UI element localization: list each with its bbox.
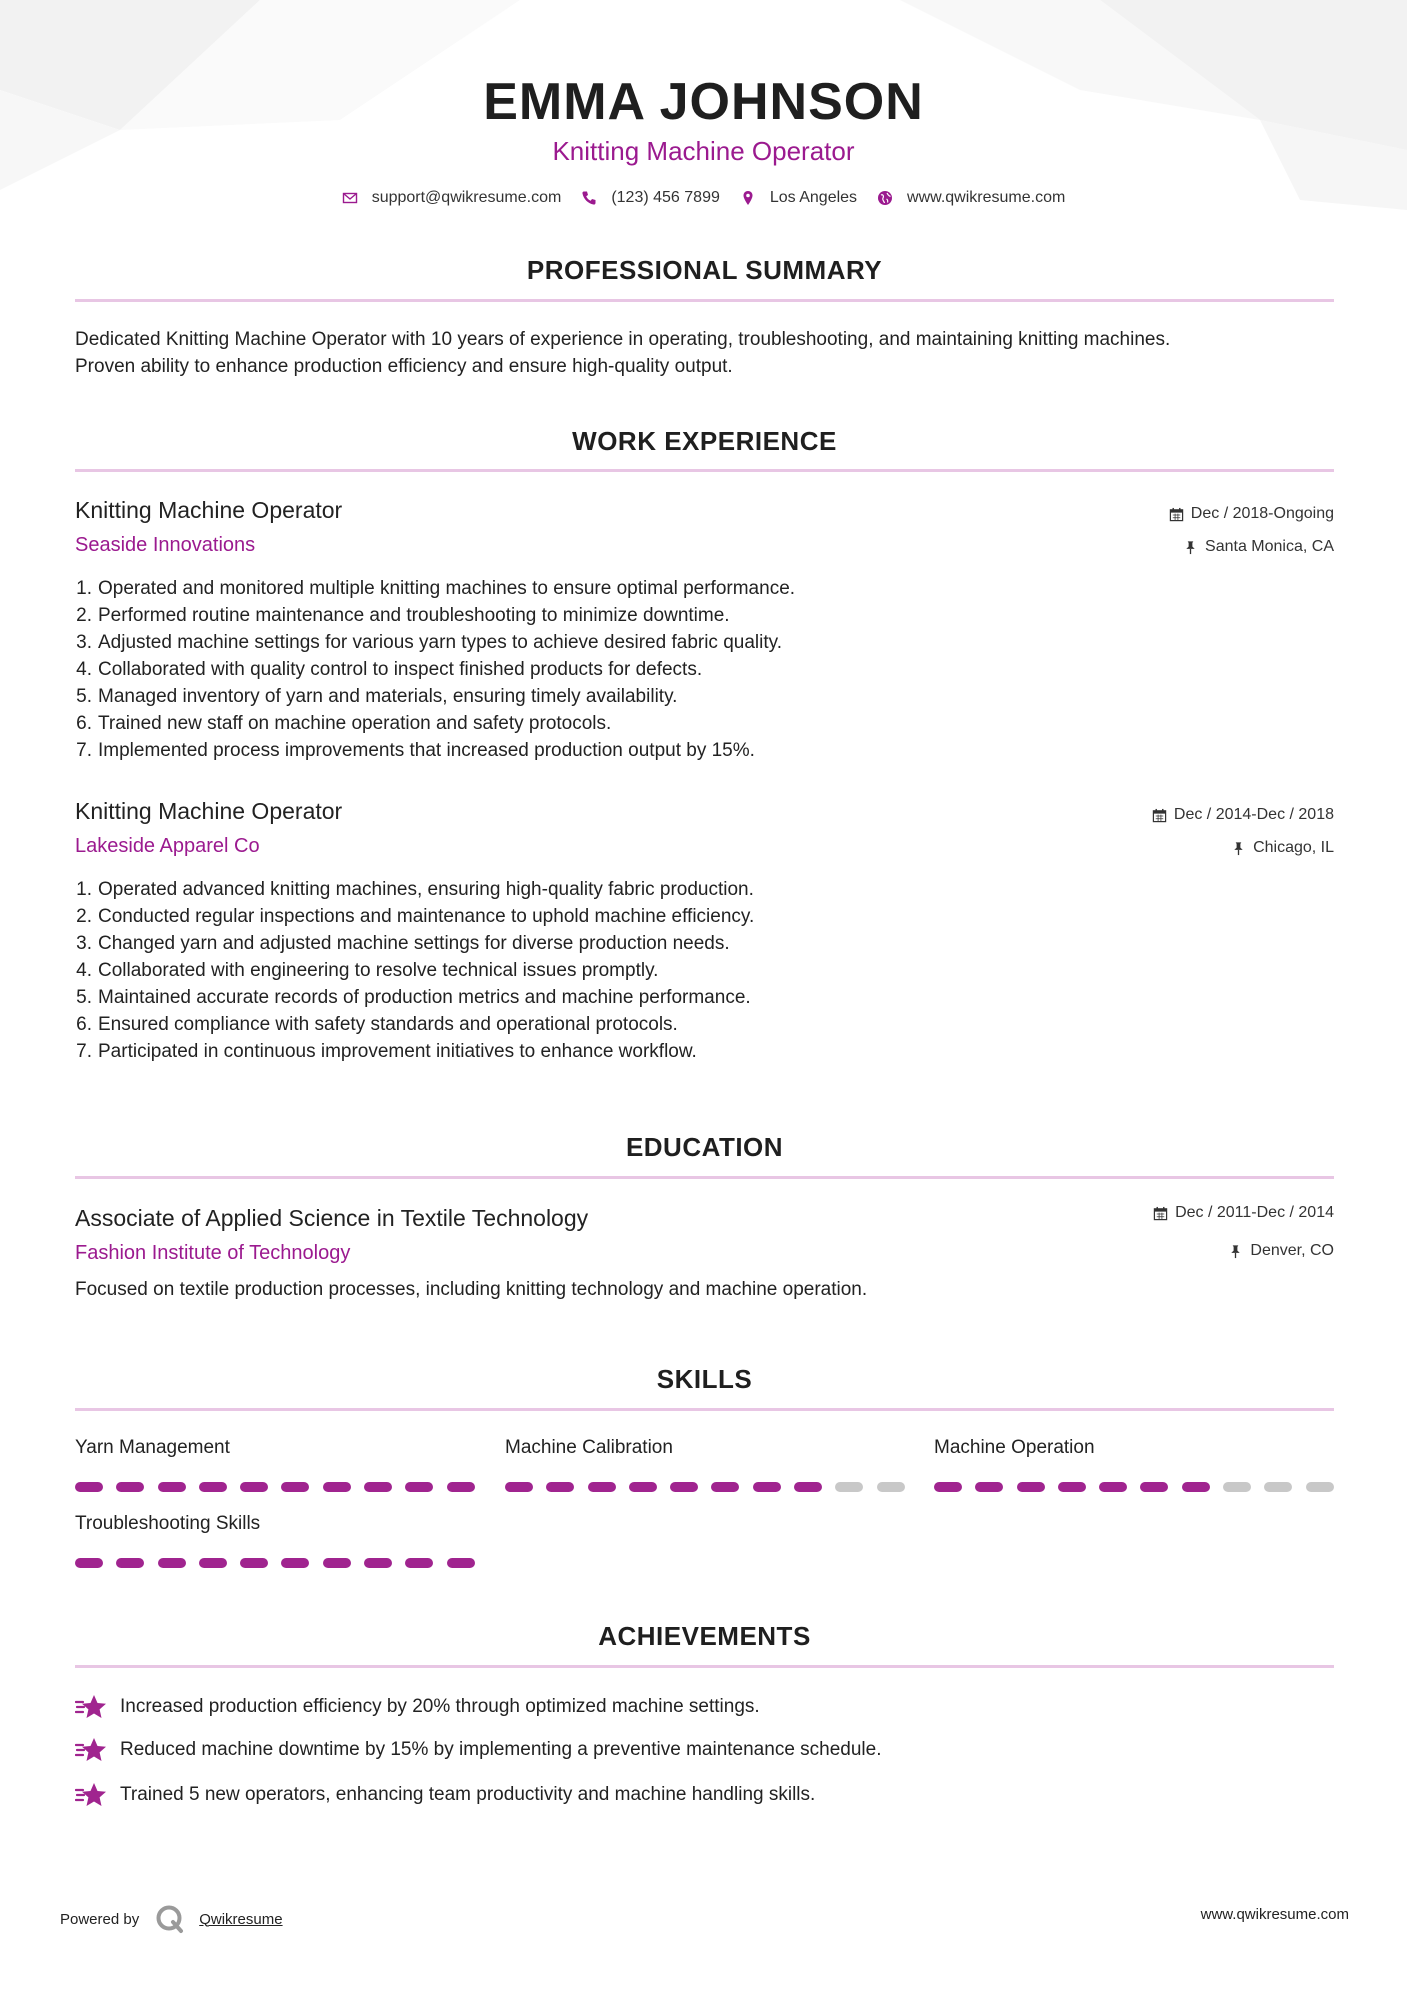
job-company: Lakeside Apparel Co <box>75 835 260 857</box>
list-item: 5. Maintained accurate records of production metrics and machine performance. <box>76 987 751 1008</box>
contact-phone[interactable] <box>581 189 720 207</box>
envelope-icon <box>342 190 358 206</box>
education-degree: Associate of Applied Science in Textile Technology <box>75 1205 589 1231</box>
job-location <box>1231 839 1334 857</box>
star-icon <box>75 1736 107 1764</box>
list-item: 7. Participated in continuous improvement initiatives to enhance workflow. <box>76 1041 697 1062</box>
achievement-item <box>75 1693 760 1721</box>
section-divider <box>75 1408 1334 1411</box>
list-item: 6. Ensured compliance with safety standards and operational protocols. <box>76 1014 678 1035</box>
calendar-icon <box>1169 507 1184 522</box>
contact-phone-text: (123) 456 7899 <box>611 189 720 206</box>
education-location <box>1228 1242 1334 1260</box>
skill-segment-filled <box>323 1482 351 1492</box>
list-item: 3. Changed yarn and adjusted machine settings for diverse production needs. <box>76 933 730 954</box>
skill-name: Machine Operation <box>934 1437 1095 1458</box>
contact-email[interactable] <box>342 189 562 207</box>
section-divider <box>75 1176 1334 1179</box>
achievement-text: Increased production efficiency by 20% through optimized machine settings. <box>120 1696 760 1717</box>
skill-segment-filled <box>75 1558 103 1568</box>
contact-location <box>740 189 857 207</box>
skill-name: Machine Calibration <box>505 1437 673 1458</box>
achievement-text: Reduced machine downtime by 15% by implementing a preventive maintenance schedule. <box>120 1739 882 1760</box>
skill-segment-filled <box>753 1482 781 1492</box>
skill-segment-filled <box>240 1558 268 1568</box>
list-item: 6. Trained new staff on machine operation and safety protocols. <box>76 713 612 734</box>
contact-email-text: support@qwikresume.com <box>371 189 562 206</box>
skill-segment-filled <box>975 1482 1003 1492</box>
footer-website[interactable]: www.qwikresume.com <box>1200 1906 1349 1923</box>
candidate-name: EMMA JOHNSON <box>483 73 924 131</box>
skill-segment-filled <box>934 1482 962 1492</box>
skill-segment-filled <box>405 1558 433 1568</box>
globe-icon <box>877 190 893 206</box>
skill-name: Troubleshooting Skills <box>75 1513 261 1534</box>
list-item: 5. Managed inventory of yarn and materials, ensuring timely availability. <box>76 686 678 707</box>
skill-segment-filled <box>629 1482 657 1492</box>
job-title: Knitting Machine Operator <box>75 497 343 523</box>
education-description: Focused on textile production processes, including knitting technology and machine operation. <box>75 1279 868 1300</box>
achievement-text: Trained 5 new operators, enhancing team productivity and machine handling skills. <box>120 1784 816 1805</box>
qwikresume-logo-icon <box>155 1904 185 1934</box>
education-location-text: Denver, CO <box>1250 1242 1334 1259</box>
summary-line: Dedicated Knitting Machine Operator with 10 years of experience in operating, troubleshooting, and maintaining knitting machines. <box>75 329 1171 350</box>
skill-segment-filled <box>1017 1482 1045 1492</box>
qwikresume-link[interactable]: Qwikresume <box>199 1910 283 1928</box>
skill-segment-filled <box>546 1482 574 1492</box>
job-responsibilities <box>70 876 1270 1065</box>
section-divider <box>75 469 1334 472</box>
job-dates-text: Dec / 2014-Dec / 2018 <box>1173 806 1334 823</box>
skill-segment-filled <box>199 1558 227 1568</box>
summary-text <box>75 326 1334 380</box>
skill-segment-filled <box>323 1558 351 1568</box>
skill-segment-filled <box>158 1482 186 1492</box>
skill-segment-empty <box>877 1482 905 1492</box>
skill-segment-filled <box>794 1482 822 1492</box>
section-title-education: EDUCATION <box>625 1132 784 1162</box>
skill-level-bar <box>75 1482 488 1492</box>
skill-name: Yarn Management <box>75 1437 230 1458</box>
skill-segment-filled <box>588 1482 616 1492</box>
skill-segment-filled <box>116 1482 144 1492</box>
skill-level-bar <box>505 1482 918 1492</box>
job-dates <box>1152 806 1334 824</box>
education-dates <box>1153 1204 1334 1222</box>
skill-segment-empty <box>1306 1482 1334 1492</box>
list-item: 7. Implemented process improvements that increased production output by 15%. <box>76 740 755 761</box>
skill-segment-filled <box>505 1482 533 1492</box>
summary-line: Proven ability to enhance production efficiency and ensure high-quality output. <box>75 356 733 377</box>
skill-segment-filled <box>364 1558 392 1568</box>
list-item: 1. Operated and monitored multiple knitting machines to ensure optimal performance. <box>76 578 796 599</box>
achievement-item <box>75 1736 882 1764</box>
skill-segment-filled <box>281 1558 309 1568</box>
job-responsibilities <box>70 575 1270 764</box>
job-location-text: Chicago, IL <box>1253 839 1334 856</box>
skill-level-bar <box>75 1558 488 1568</box>
list-item: 4. Collaborated with engineering to resolve technical issues promptly. <box>76 960 659 981</box>
job-title: Knitting Machine Operator <box>75 798 343 824</box>
section-title-skills: SKILLS <box>656 1364 753 1394</box>
calendar-icon <box>1153 1206 1168 1221</box>
job-location-text: Santa Monica, CA <box>1205 538 1334 555</box>
list-item: 3. Adjusted machine settings for various yarn types to achieve desired fabric quality. <box>76 632 782 653</box>
skill-segment-filled <box>1058 1482 1086 1492</box>
pushpin-icon <box>1231 841 1246 856</box>
skill-segment-filled <box>158 1558 186 1568</box>
section-divider <box>75 1665 1334 1668</box>
skill-segment-filled <box>447 1558 475 1568</box>
skill-segment-filled <box>1182 1482 1210 1492</box>
powered-by-label: Powered by <box>60 1910 140 1928</box>
list-item: 2. Performed routine maintenance and troubleshooting to minimize downtime. <box>76 605 730 626</box>
star-icon <box>75 1693 107 1721</box>
section-title-achievements: ACHIEVEMENTS <box>598 1621 811 1651</box>
skill-level-bar <box>934 1482 1347 1492</box>
section-divider <box>75 299 1334 302</box>
list-item: 1. Operated advanced knitting machines, ensuring high-quality fabric production. <box>76 879 754 900</box>
pushpin-icon <box>1183 540 1198 555</box>
skill-segment-filled <box>447 1482 475 1492</box>
section-title-experience: WORK EXPERIENCE <box>572 426 837 456</box>
contact-bar <box>0 189 1407 207</box>
skill-segment-filled <box>1140 1482 1168 1492</box>
achievement-item <box>75 1781 815 1809</box>
job-company: Seaside Innovations <box>75 534 256 556</box>
job-dates-text: Dec / 2018-Ongoing <box>1190 505 1334 522</box>
contact-website[interactable] <box>877 189 1065 207</box>
skill-segment-filled <box>281 1482 309 1492</box>
skill-segment-filled <box>199 1482 227 1492</box>
skill-segment-filled <box>711 1482 739 1492</box>
skill-segment-empty <box>835 1482 863 1492</box>
skill-segment-filled <box>240 1482 268 1492</box>
skill-segment-filled <box>364 1482 392 1492</box>
skill-segment-filled <box>405 1482 433 1492</box>
footer-powered-by <box>60 1904 283 1934</box>
list-item: 2. Conducted regular inspections and maintenance to uphold machine efficiency. <box>76 906 755 927</box>
skill-segment-empty <box>1223 1482 1251 1492</box>
skill-segment-filled <box>116 1558 144 1568</box>
education-school: Fashion Institute of Technology <box>75 1242 351 1264</box>
skill-segment-filled <box>1099 1482 1127 1492</box>
skill-segment-filled <box>75 1482 103 1492</box>
contact-website-text: www.qwikresume.com <box>907 189 1066 206</box>
star-icon <box>75 1781 107 1809</box>
candidate-role: Knitting Machine Operator <box>552 136 855 166</box>
job-location <box>1183 538 1334 556</box>
pushpin-icon <box>1228 1244 1243 1259</box>
education-dates-text: Dec / 2011-Dec / 2014 <box>1175 1204 1334 1221</box>
job-dates <box>1169 505 1334 523</box>
contact-location-text: Los Angeles <box>769 189 858 206</box>
calendar-icon <box>1152 808 1167 823</box>
list-item: 4. Collaborated with quality control to inspect finished products for defects. <box>76 659 703 680</box>
map-marker-icon <box>740 190 756 206</box>
phone-icon <box>581 190 597 206</box>
section-title-summary: PROFESSIONAL SUMMARY <box>526 255 883 285</box>
skill-segment-filled <box>670 1482 698 1492</box>
skill-segment-empty <box>1264 1482 1292 1492</box>
